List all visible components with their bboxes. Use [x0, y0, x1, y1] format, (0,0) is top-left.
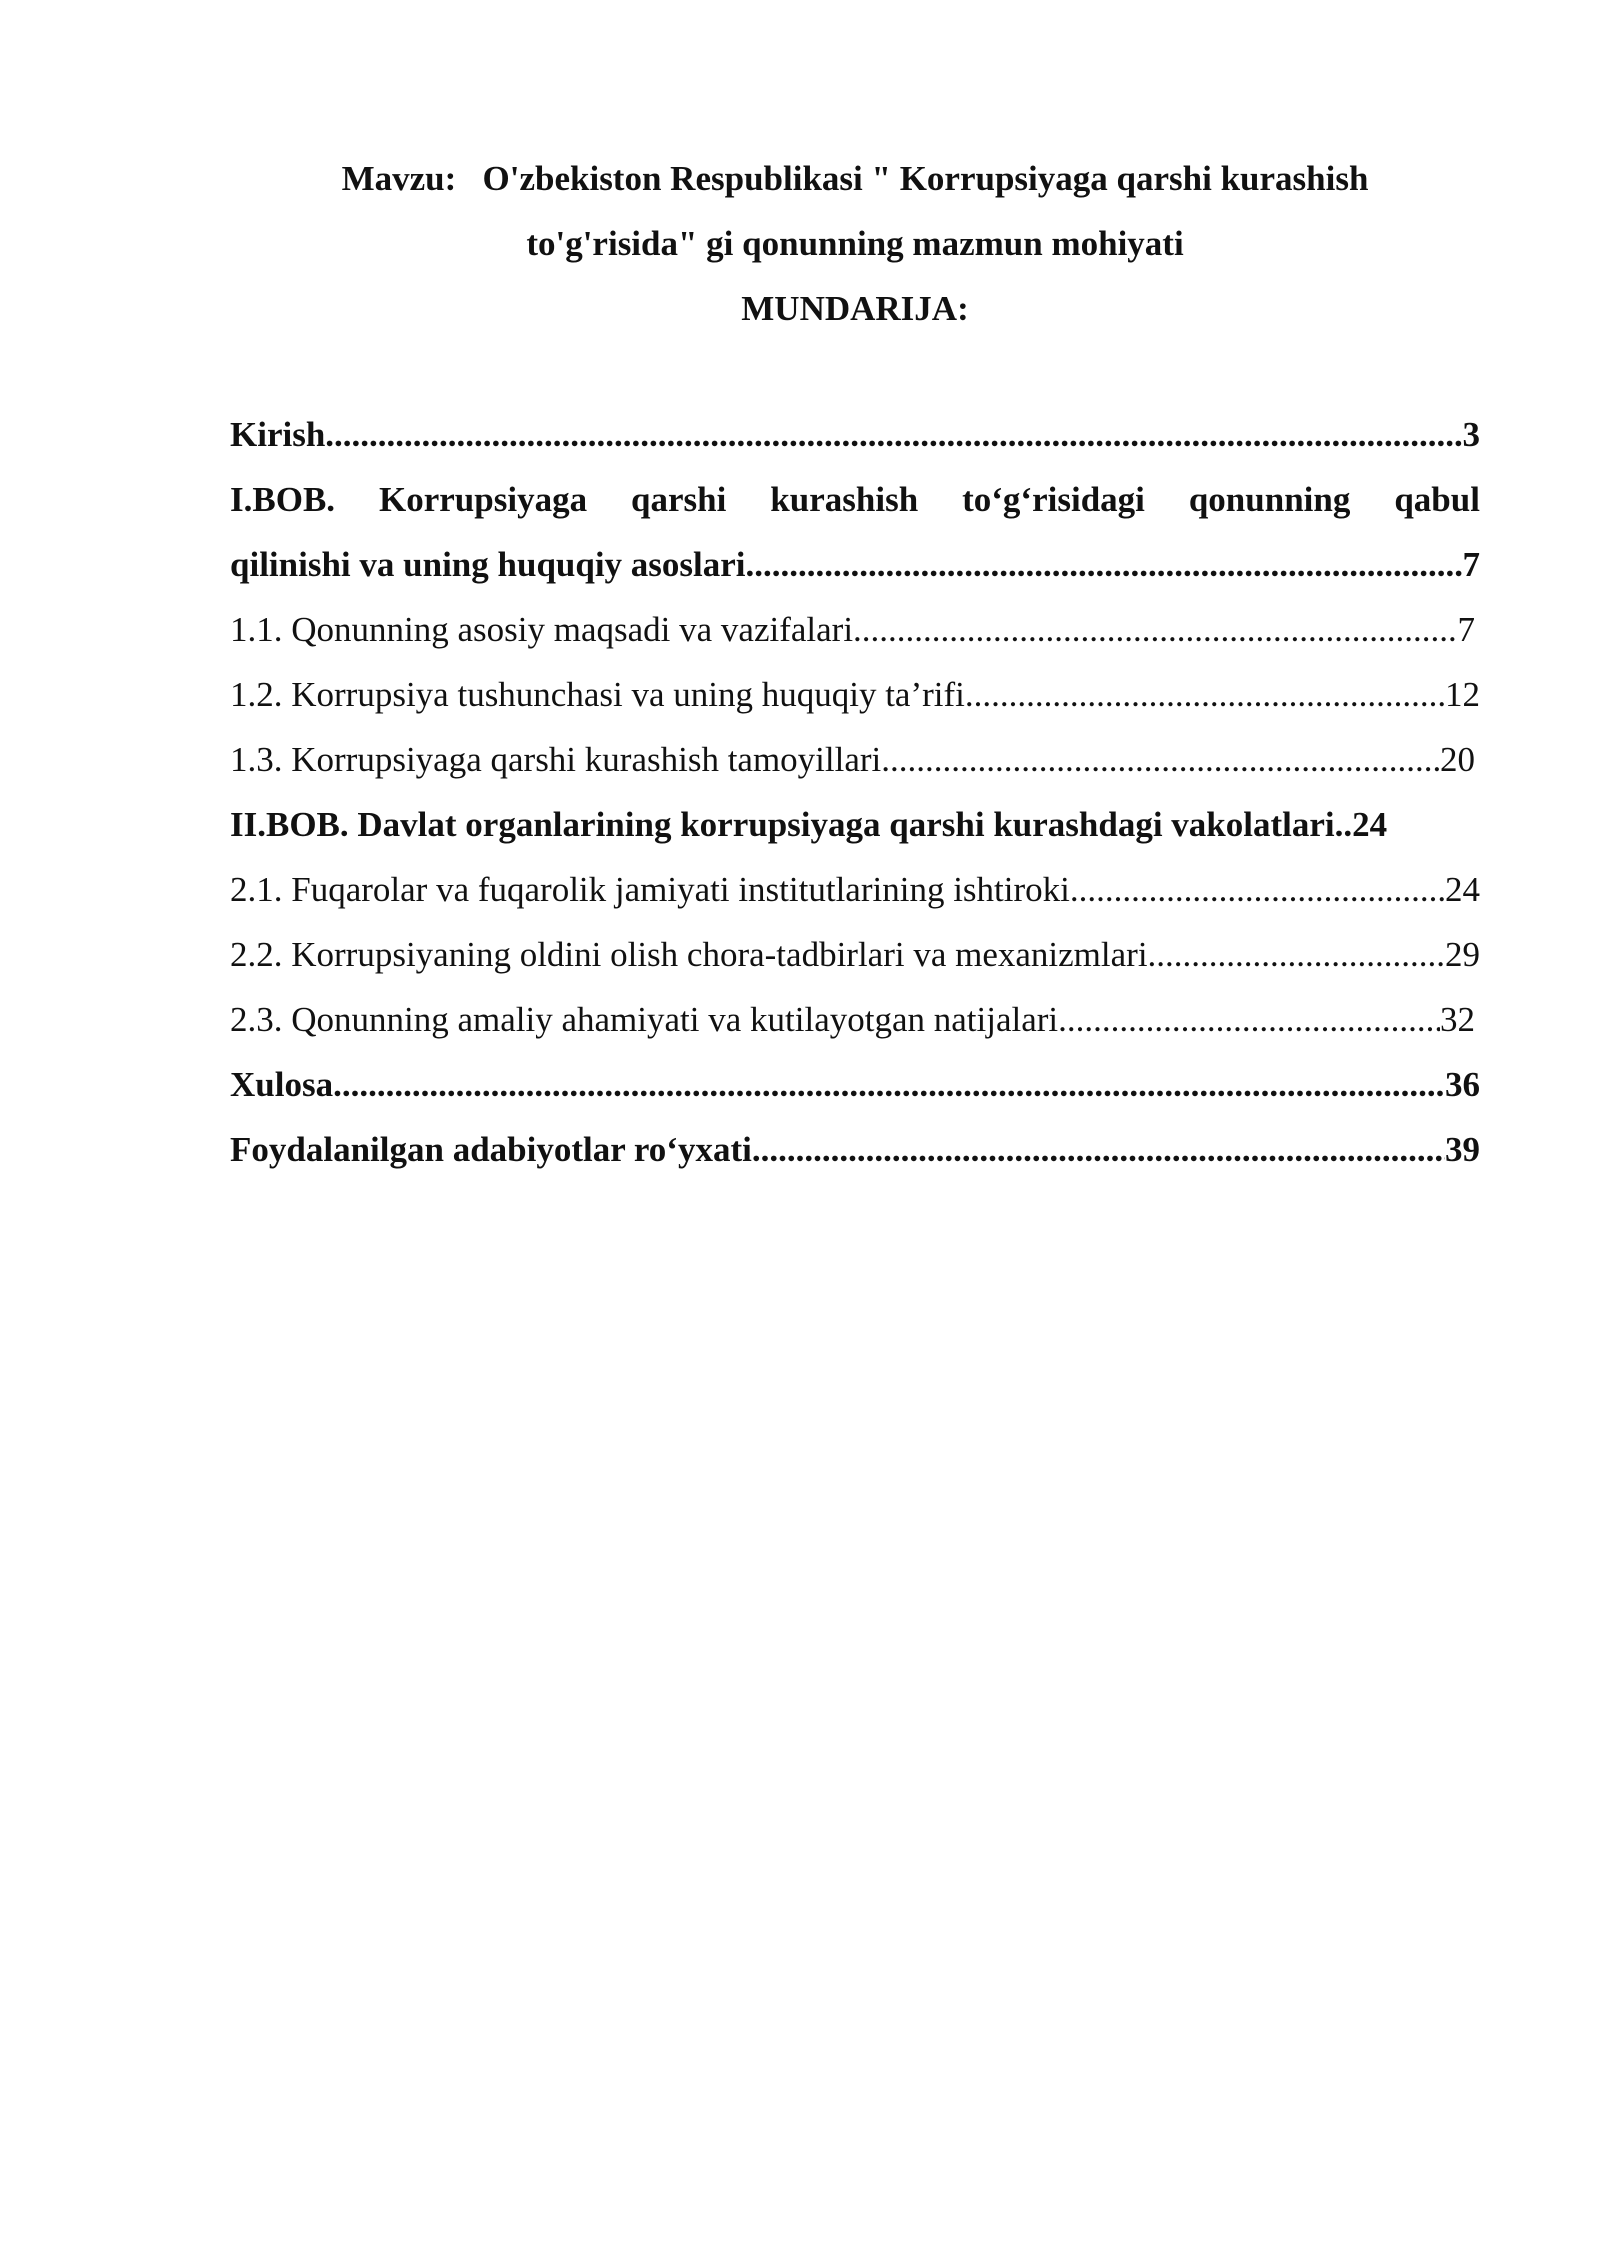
toc-label: 1.1. Qonunning asosiy maqsadi va vazifalari: [230, 610, 854, 649]
toc-word: I.BOB.: [230, 480, 336, 519]
toc-bob-1-line-2: [230, 532, 1480, 597]
toc-entry-2-1: [230, 857, 1480, 922]
toc-label: 1.3. Korrupsiyaga qarshi kurashish tamoyillari: [230, 740, 882, 779]
toc-label: 2.3. Qonunning amaliy ahamiyati va kutilayotgan natijalari: [230, 1000, 1059, 1039]
toc-leader-dots: [333, 1052, 1445, 1117]
toc-entry-kirish: [230, 402, 1480, 467]
toc-page-number: 7: [1462, 545, 1480, 584]
toc-word: Korrupsiyaga: [379, 480, 588, 519]
toc-page-number: 39: [1445, 1130, 1480, 1169]
toc-word: qonunning: [1188, 480, 1351, 519]
toc-entry-1-3: [230, 727, 1475, 792]
toc-entry-adabiyotlar: [230, 1117, 1480, 1182]
table-of-contents: [230, 402, 1480, 1182]
document-header: [230, 146, 1480, 341]
toc-label: qilinishi va uning huquqiy asoslari: [230, 545, 746, 584]
toc-label: 2.1. Fuqarolar va fuqarolik jamiyati institutlarining ishtiroki: [230, 870, 1070, 909]
toc-label: 2.2. Korrupsiyaning oldini olish chora-tadbirlari va mexanizmlari: [230, 935, 1148, 974]
toc-leader-dots: [853, 597, 1457, 662]
toc-leader-dots: [752, 1117, 1445, 1182]
toc-leader-dots: [1070, 857, 1445, 922]
topic-title-line-1: O'zbekiston Respublikasi " Korrupsiyaga qarshi kurashish: [482, 159, 1369, 198]
toc-page-number: 20: [1440, 740, 1475, 779]
toc-entry-2-2: [230, 922, 1480, 987]
toc-leader-dots: [1058, 987, 1440, 1052]
toc-page-number: 36: [1445, 1065, 1480, 1104]
toc-word: qabul: [1394, 480, 1480, 519]
topic-line-1: [230, 146, 1480, 211]
contents-title: MUNDARIJA:: [741, 289, 969, 328]
toc-label: II.BOB. Davlat organlarining korrupsiyaga qarshi kurashdagi vakolatlari: [230, 805, 1335, 844]
toc-entry-1-2: [230, 662, 1480, 727]
toc-page-number: 12: [1445, 675, 1480, 714]
toc-label: Xulosa: [230, 1065, 334, 1104]
topic-title-line-2: to'g'risida" gi qonunning mazmun mohiyati: [526, 224, 1184, 263]
toc-word: kurashish: [770, 480, 919, 519]
toc-label: 1.2. Korrupsiya tushunchasi va uning huquqiy ta’rifi: [230, 675, 965, 714]
toc-entry-2-3: [230, 987, 1475, 1052]
toc-word: qarshi: [631, 480, 727, 519]
toc-entry-bob-1: [230, 467, 1480, 597]
toc-entry-xulosa: [230, 1052, 1480, 1117]
toc-label: Kirish: [230, 415, 326, 454]
toc-leader-dots: [965, 662, 1445, 727]
toc-page-number: 24: [1352, 805, 1388, 844]
toc-entry-1-1: [230, 597, 1475, 662]
toc-leader-dots: [325, 402, 1462, 467]
toc-leader-dots: [746, 532, 1463, 597]
toc-page-number: 3: [1462, 415, 1480, 454]
toc-leader-dots: [1148, 922, 1445, 987]
toc-word: to‘g‘risidagi: [962, 480, 1145, 519]
toc-leader-dots: [1335, 792, 1353, 857]
topic-prefix: Mavzu:: [341, 159, 457, 198]
toc-leader-dots: [881, 727, 1440, 792]
toc-page-number: 32: [1440, 1000, 1475, 1039]
toc-label: Foydalanilgan adabiyotlar ro‘yxati: [230, 1130, 752, 1169]
toc-page-number: 29: [1445, 935, 1480, 974]
toc-entry-bob-2: [230, 792, 1480, 857]
toc-bob-1-line-1: [230, 467, 1480, 532]
toc-page-number: 24: [1445, 870, 1480, 909]
toc-page-number: 7: [1457, 610, 1475, 649]
